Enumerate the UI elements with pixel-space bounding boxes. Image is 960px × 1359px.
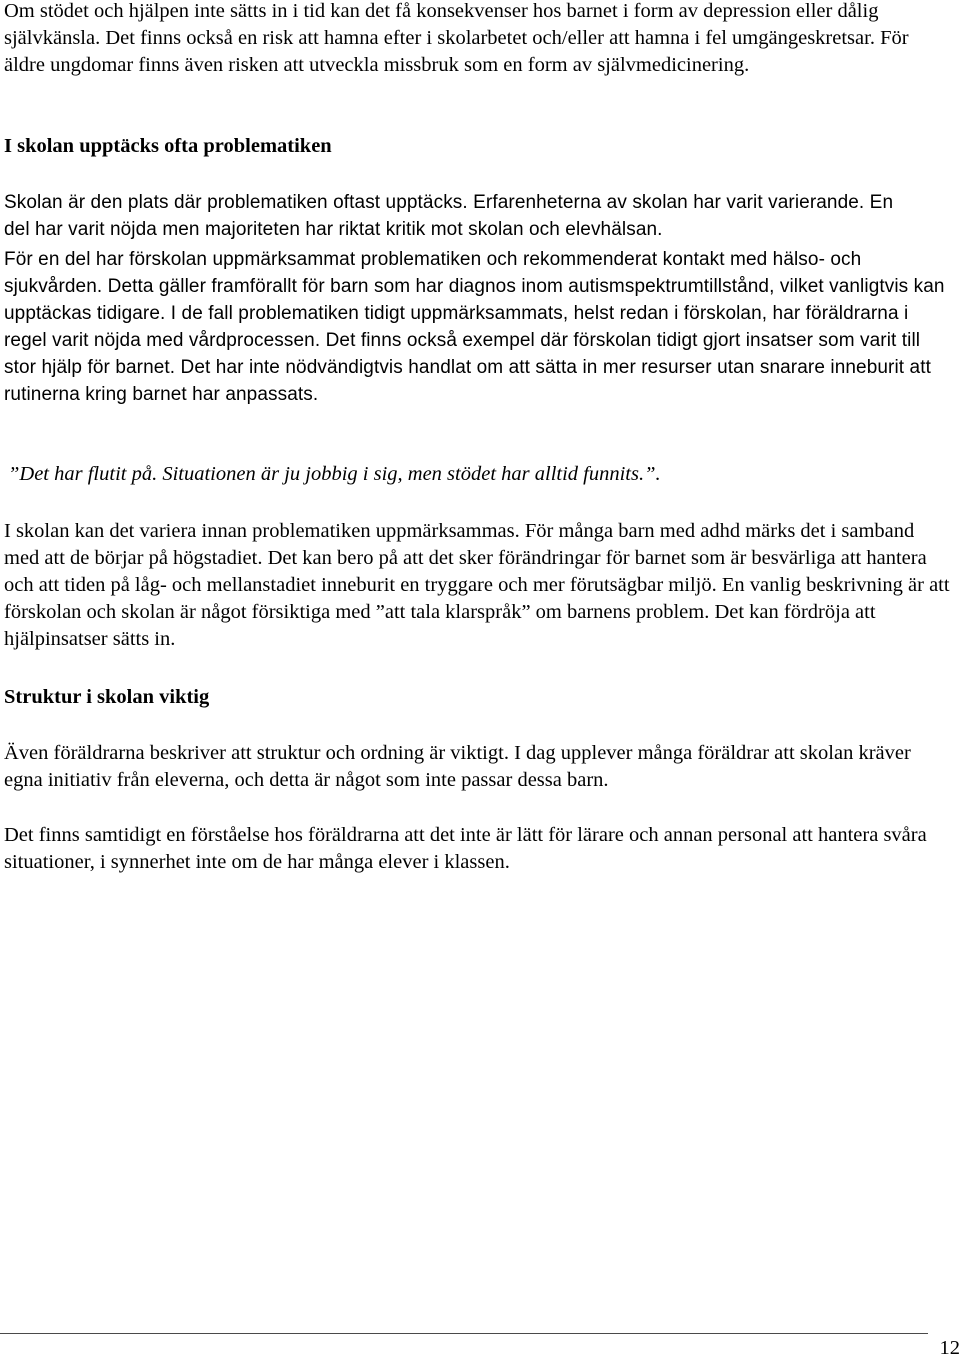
paragraph-struktur: Även föräldrarna beskriver att struktur och ordning är viktigt. I dag upplever många föräldrar att skolan kräver egna initiativ från eleverna, och detta är något som inte passar dessa barn.	[4, 742, 911, 791]
paragraph-forskola	[4, 246, 950, 408]
heading-skolan: I skolan upptäcks ofta problematiken	[4, 135, 332, 157]
paragraph-intro: Om stödet och hjälpen inte sätts in i tid kan det få konsekvenser hos barnet i form av depression eller dålig självkänsla. Det finns också en risk att hamna efter i skolarbetet och/eller att hamna i fel umgängeskretsar. För äldre ungdomar finns även risken att utveckla missbruk som en form av självmedicinering.	[4, 0, 909, 76]
paragraph-skola: Skolan är den plats där problematiken oftast upptäcks. Erfarenheterna av skolan har varit varierande. En del har varit nöjda men majoriteten har riktat kritik mot skolan och elevhälsan.	[4, 192, 894, 240]
page-number: 12	[939, 1337, 960, 1359]
paragraph-forskola-text: För en del har förskolan uppmärksammat problematiken och rekommenderat kontakt med hälso- och sjukvården. Detta gäller framförallt för barn som har diagnos inom autismspektrumtillstånd, vilket vanligtvis kan upptäckas tidigare. I de fall problematiken tidigt uppmärksammats, helst redan i förskolan, har föräldrarna i regel varit nöjda med vårdprocessen. Det finns också exempel där förskolan tidigt gjort insatser som varit till stor hjälp för barnet. Det har inte nödvändigtvis handlat om att sätta in mer resurser utan snarare inneburit att rutinerna kring barnet har anpassats.	[4, 249, 945, 405]
heading-struktur: Struktur i skolan viktig	[4, 686, 210, 708]
quote: ”Det har flutit på. Situationen är ju jobbig i sig, men stödet har alltid funnits.”.	[8, 463, 661, 485]
footer-rule	[0, 1333, 928, 1334]
paragraph-variera: I skolan kan det variera innan problematiken uppmärksammas. För många barn med adhd märks det i samband med att de börjar på högstadiet. Det kan bero på att det sker förändringar för barnet som är besvärliga att hantera och att tiden på låg- och mellanstadiet inneburit en tryggare och mer förutsägbar miljö. En vanlig beskrivning är att förskolan och skolan är något försiktiga med ”att tala klarspråk” om barnens problem. Det kan fördröja att hjälpinsatser sätts in.	[4, 520, 950, 650]
paragraph-forstaelse: Det finns samtidigt en förståelse hos föräldrarna att det inte är lätt för lärare och annan personal att hantera svåra situationer, i synnerhet inte om de har många elever i klassen.	[4, 824, 927, 873]
